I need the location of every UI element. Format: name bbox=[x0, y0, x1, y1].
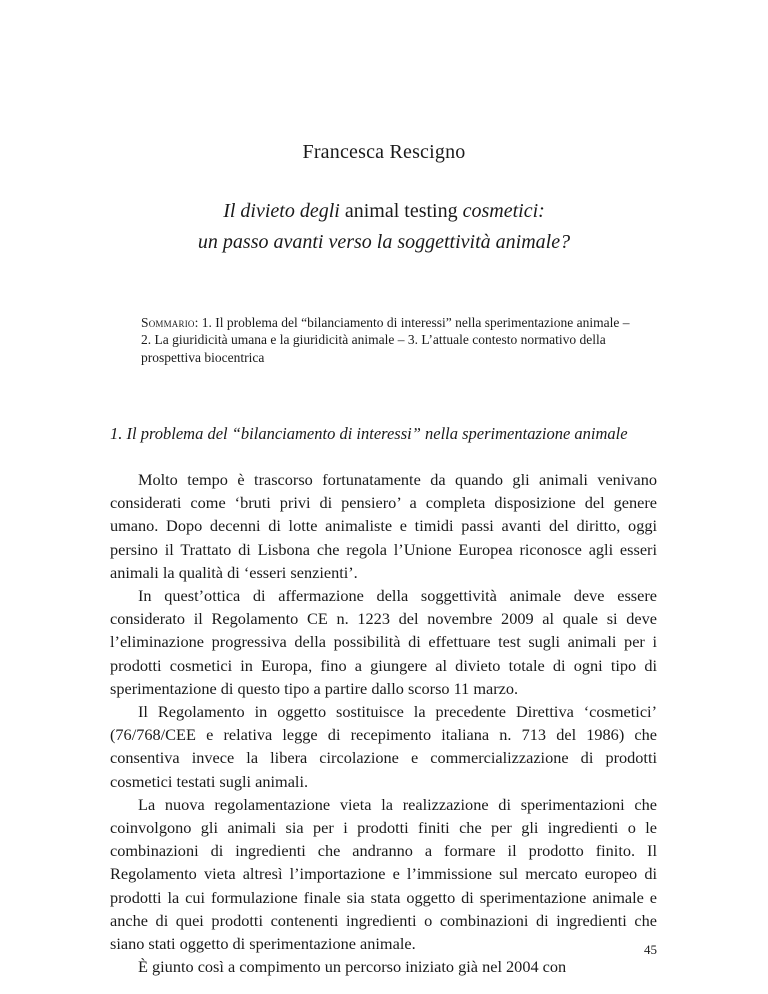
article-title bbox=[0, 196, 768, 258]
paragraph: Il Regolamento in oggetto sostituisce la precedente Direttiva ‘cosmetici’ (76/768/CEE e relativa legge di recepimento italiana n. 713 del 1986) che consentiva invece la libera circolazione e commercializzazione di prodotti cosmetici testati sugli animali. bbox=[110, 702, 657, 791]
title-part-2: animal testing bbox=[344, 200, 458, 222]
title-line-1 bbox=[0, 196, 768, 227]
body-text bbox=[110, 468, 657, 978]
title-line-2: un passo avanti verso la soggettività animale? bbox=[197, 231, 571, 253]
title-part-3: cosmetici: bbox=[462, 200, 545, 222]
title-part-1: Il divieto degli bbox=[223, 200, 340, 222]
paragraph: Molto tempo è trascorso fortunatamente da quando gli animali venivano considerati come ‘bruti privi di pensiero’ a completa disposizione del genere umano. Dopo decenni di lotte animaliste e timidi passi avanti del diritto, oggi persino il Trattato di Lisbona che regola l’Unione Europea riconosce agli esseri animali la qualità di ‘esseri senzienti’. bbox=[110, 470, 657, 582]
paragraph: In quest’ottica di affermazione della soggettività animale deve essere considerato il Regolamento CE n. 1223 del novembre 2009 al quale si deve l’eliminazione progressiva della possibilità di effettuare test sugli animali per i prodotti cosmetici in Europa, fino a giungere al divieto totale di ogni tipo di sperimentazione di questo tipo a partire dallo scorso 11 marzo. bbox=[110, 586, 657, 698]
paragraph: La nuova regolamentazione vieta la realizzazione di sperimentazioni che coinvolgono gli animali sia per i prodotti finiti che per gli ingredienti o le combinazioni di ingredienti che andranno a formare il prodotto finito. Il Regolamento vieta altresì l’importazione e l’immissione sul mercato europeo di prodotti la cui formulazione finale sia stata oggetto di sperimentazione animale e anche di quei prodotti contenenti ingredienti o combinazioni di ingredienti che siano stati oggetto di sperimentazione animale. bbox=[110, 794, 657, 954]
paragraph: È giunto così a compimento un percorso iniziato già nel 2004 con bbox=[138, 957, 567, 977]
table-of-contents-summary bbox=[141, 314, 638, 366]
summary-label: Sommario bbox=[141, 315, 195, 330]
section-heading: 1. Il problema del “bilanciamento di interessi” nella sperimentazione animale bbox=[110, 424, 628, 443]
summary-text: : 1. Il problema del “bilanciamento di interessi” nella sperimentazione animale – 2. La giuridicità umana e la giuridicità animale – 3. L’attuale contesto normativo della prospettiva biocentrica bbox=[141, 315, 630, 365]
author-name: Francesca Rescigno bbox=[302, 141, 466, 163]
page-number: 45 bbox=[644, 942, 657, 957]
